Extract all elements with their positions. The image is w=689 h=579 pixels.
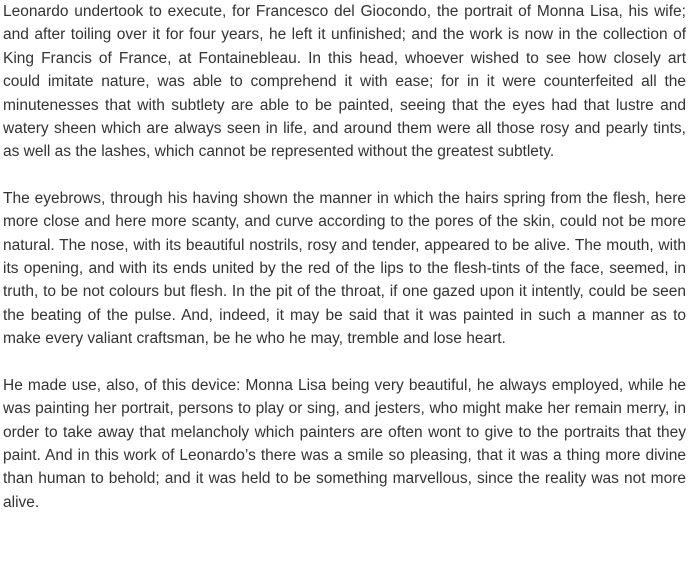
paragraph-facial-features: The eyebrows, through his having shown the manner in which the hairs spring from the flesh, here more close and here more scanty, and curve according to the pores of the skin, could not be more natural. The nose, with its beautiful nostrils, rosy and tender, appeared to be alive. The mouth, with its opening, and with its ends united by the red of the lips to the flesh-tints of the face, seemed, in truth, to be not colours but flesh. In the pit of the throat, if one gazed upon it intently, could be seen the beating of the pulse. And, indeed, it may be said that it was painted in such a manner as to make every valiant craftsman, be he who he may, tremble and lose heart. — [3, 189, 686, 348]
paragraph-smile: He made use, also, of this device: Monna Lisa being very beautiful, he always employed, while he was painting her portrait, persons to play or sing, and jesters, who might make her remain merry, in order to take away that melancholy which painters are often wont to give to the portraits that they paint. And in this work of Leonardo’s there was a smile so pleasing, that it was a thing more divine than human to behold; and it was held to be something marvellous, since the reality was not more alive. — [3, 376, 686, 511]
paragraph-portrait-history: Leonardo undertook to execute, for Francesco del Giocondo, the portrait of Monna Lisa, his wife; and after toiling over it for four years, he left it unfinished; and the work is now in the collection of King Francis of France, at Fontainebleau. In this head, whoever wished to see how closely art could imitate nature, was able to comprehend it with ease; for in it were counterfeited all the minutenesses that with subtlety are able to be painted, seeing that the eyes had that lustre and watery sheen which are always seen in life, and around them were all those rosy and pearly tints, as well as the lashes, which cannot be represented without the greatest subtlety. — [3, 3, 686, 161]
